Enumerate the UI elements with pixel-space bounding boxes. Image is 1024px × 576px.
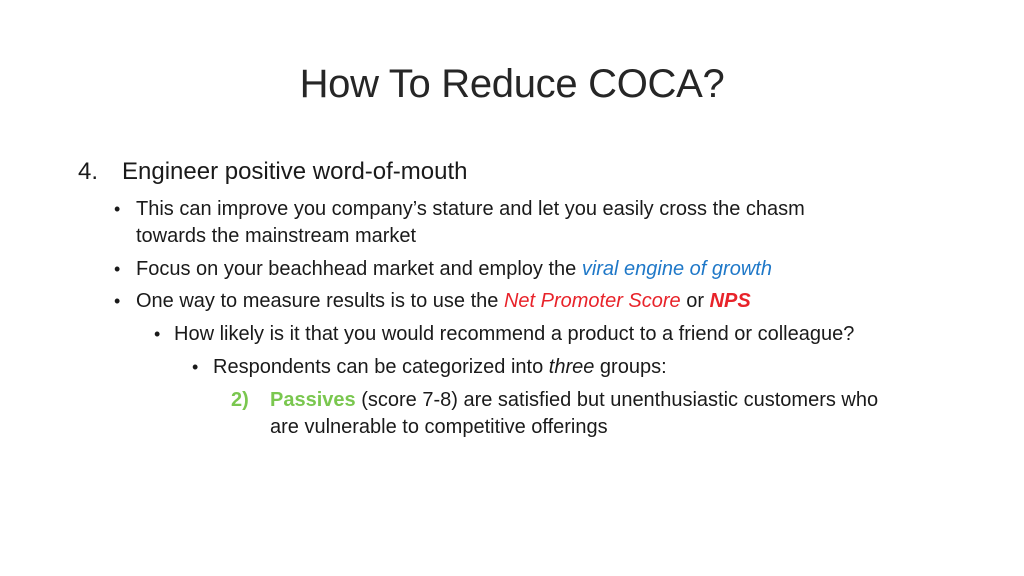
bullet-text: How likely is it that you would recommend a product to a friend or colleague?: [174, 323, 855, 345]
bullet-icon: •: [114, 291, 121, 311]
emphasis-nps: NPS: [709, 290, 751, 312]
item-heading: Engineer positive word-of-mouth: [122, 158, 468, 185]
bullet-text: towards the mainstream market: [136, 225, 417, 247]
bullet-text: [136, 288, 751, 315]
slide-title: How To Reduce COCA?: [299, 62, 725, 106]
bullet-icon: •: [114, 199, 121, 219]
bullet-text-prefix: One way to measure results is to use the: [136, 290, 504, 312]
bullet-text-prefix: Respondents can be categorized into: [213, 356, 549, 378]
emphasis-viral-engine: viral engine of growth: [581, 258, 772, 280]
bullet-text-suffix: groups:: [594, 356, 667, 378]
bullet-icon: •: [192, 357, 199, 377]
bullet-text-rest: (score 7-8) are satisfied but unenthusiastic customers who: [355, 389, 879, 411]
bullet-text-mid: or: [680, 290, 710, 312]
bullet-text: [213, 354, 667, 381]
item-number: 4.: [78, 158, 99, 185]
emphasis-three: three: [548, 356, 595, 378]
bullet-text: [136, 256, 772, 283]
emphasis-passives: Passives: [270, 389, 356, 411]
bullet-text-prefix: Focus on your beachhead market and employ the: [136, 258, 582, 280]
bullet-icon: •: [114, 259, 121, 279]
bullet-text: [270, 387, 878, 414]
bullet-icon: •: [154, 324, 161, 344]
numbered-item-heading: [78, 156, 468, 188]
sub-item-number: 2): [231, 389, 249, 411]
bullet-text: are vulnerable to competitive offerings: [270, 416, 608, 438]
bullet-text: This can improve you company’s stature and let you easily cross the chasm: [136, 198, 805, 220]
emphasis-net-promoter-score: Net Promoter Score: [503, 290, 681, 312]
